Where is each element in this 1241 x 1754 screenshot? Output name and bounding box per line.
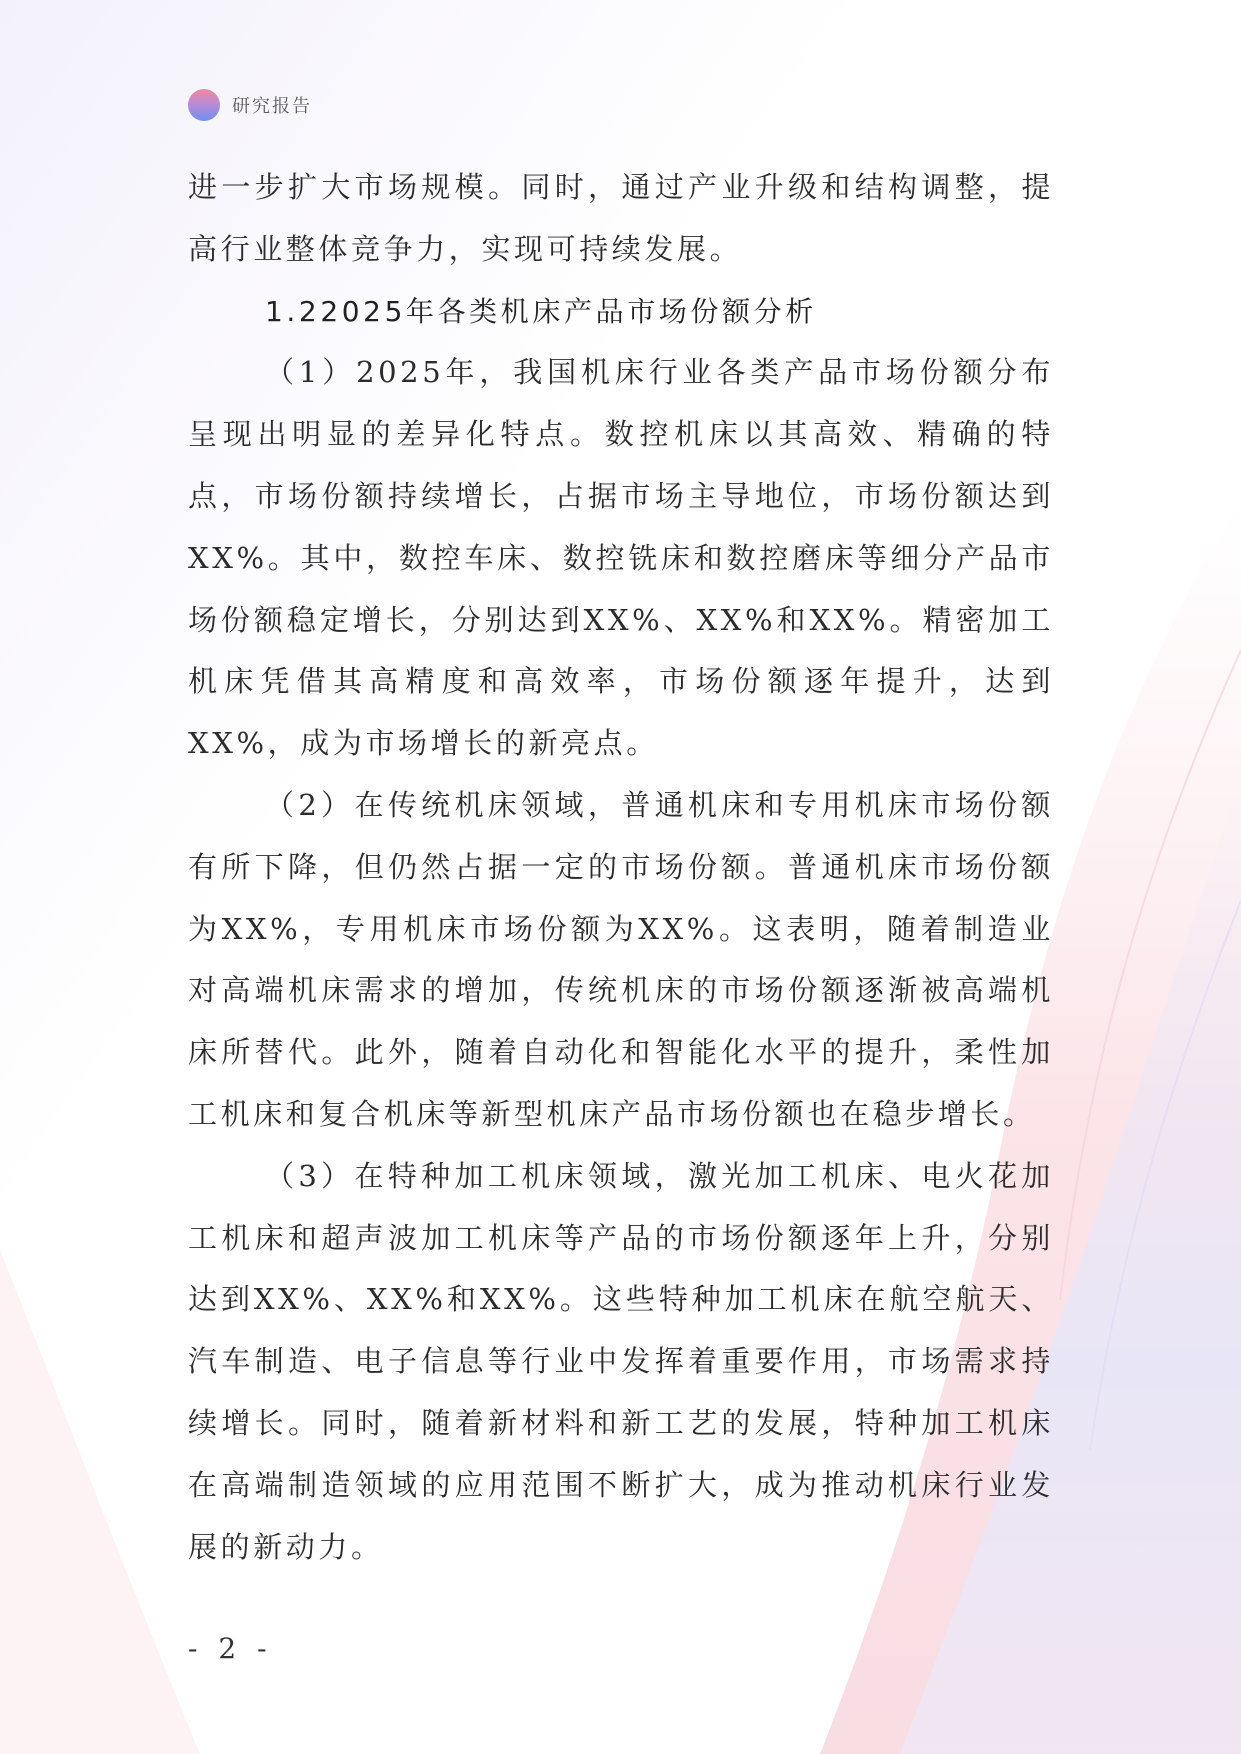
logo-circle-icon [188,89,220,121]
section-heading: 1.22025年各类机床产品市场份额分析 [265,294,817,328]
paragraph-continuation: 进一步扩大市场规模。同时，通过产业升级和结构调整，提高行业整体竞争力，实现可持续发展。 [188,170,1054,266]
header-title: 研究报告 [232,96,312,117]
page-number: - 2 - [188,1632,273,1665]
paragraph-3: （3）在特种加工机床领域，激光加工机床、电火花加工机床和超声波加工机床等产品的市场份额逐年上升，分别达到XX%、XX%和XX%。这些特种加工机床在航空航天、汽车制造、电子信息等行业中发挥着重要作用，市场需求持续增长。同时，随着新材料和新工艺的发展，特种加工机床在高端制造领域的应用范围不断扩大，成为推动机床行业发展的新动力。 [188,1158,1054,1564]
document-body [188,157,1054,1578]
paragraph-1: （1）2025年，我国机床行业各类产品市场份额分布呈现出明显的差异化特点。数控机床以其高效、精确的特点，市场份额持续增长，占据市场主导地位，市场份额达到XX%。其中，数控车床、数控铣床和数控磨床等细分产品市场份额稳定增长，分别达到XX%、XX%和XX%。精密加工机床凭借其高精度和高效率，市场份额逐年提升，达到XX%，成为市场增长的新亮点。 [188,355,1054,761]
paragraph-2: （2）在传统机床领域，普通机床和专用机床市场份额有所下降，但仍然占据一定的市场份额。普通机床市场份额为XX%，专用机床市场份额为XX%。这表明，随着制造业对高端机床需求的增加，传统机床的市场份额逐渐被高端机床所替代。此外，随着自动化和智能化水平的提升，柔性加工机床和复合机床等新型机床产品市场份额也在稳步增长。 [188,787,1054,1131]
page-header [188,89,312,121]
